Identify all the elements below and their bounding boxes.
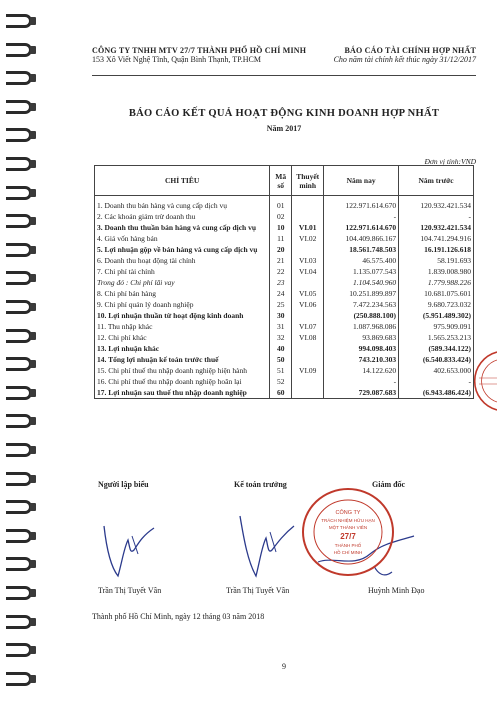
row-this-year: 122.971.614.670 <box>324 222 399 233</box>
row-code: 25 <box>270 299 292 310</box>
table-row <box>95 387 474 399</box>
row-item: 5. Lợi nhuận gộp về bán hàng và cung cấp dịch vụ <box>95 244 270 255</box>
row-code: 23 <box>270 277 292 288</box>
row-note: VI.05 <box>292 288 324 299</box>
row-note: VI.02 <box>292 233 324 244</box>
row-code: 31 <box>270 321 292 332</box>
row-this-year: 14.122.620 <box>324 365 399 376</box>
row-code: 51 <box>270 365 292 376</box>
report-type: BÁO CÁO TÀI CHÍNH HỢP NHẤT <box>344 46 476 55</box>
table-header-row <box>95 166 474 196</box>
row-item: 17. Lợi nhuận sau thuế thu nhập doanh nghiệp <box>95 387 270 399</box>
row-this-year: (250.888.100) <box>324 310 399 321</box>
row-code: 52 <box>270 376 292 387</box>
row-note <box>292 277 324 288</box>
binding-ring <box>6 186 32 200</box>
report-period: Cho năm tài chính kết thúc ngày 31/12/2017 <box>333 55 476 64</box>
row-code: 30 <box>270 310 292 321</box>
binding-ring <box>6 586 32 600</box>
row-code: 01 <box>270 196 292 212</box>
accountant-name: Trần Thị Tuyết Vân <box>226 586 290 595</box>
row-this-year: 18.561.748.503 <box>324 244 399 255</box>
row-prev-year: 1.565.253.213 <box>399 332 474 343</box>
row-note <box>292 343 324 354</box>
director-name: Huỳnh Minh Đạo <box>368 586 425 595</box>
table-row <box>95 310 474 321</box>
preparer-name: Trần Thị Tuyết Vân <box>98 586 162 595</box>
table-row <box>95 233 474 244</box>
row-prev-year: 402.653.000 <box>399 365 474 376</box>
company-seal <box>300 486 396 578</box>
row-this-year: 729.087.683 <box>324 387 399 399</box>
stamp-line: 27/7 <box>340 532 356 541</box>
row-this-year: 1.135.077.543 <box>324 266 399 277</box>
binding-ring <box>6 529 32 543</box>
row-code: 11 <box>270 233 292 244</box>
row-note: VI.06 <box>292 299 324 310</box>
header-code: Mã số <box>270 166 292 196</box>
table-row <box>95 196 474 212</box>
row-this-year: 122.971.614.670 <box>324 196 399 212</box>
row-item: 8. Chi phí bán hàng <box>95 288 270 299</box>
stamp-line: MỘT THÀNH VIÊN <box>328 525 368 530</box>
binding-ring <box>6 672 32 686</box>
row-item: 10. Lợi nhuận thuần từ hoạt động kinh doanh <box>95 310 270 321</box>
binding-ring <box>6 14 32 28</box>
stamp-line: HỒ CHÍ MINH <box>333 550 363 555</box>
table-row <box>95 376 474 387</box>
row-note <box>292 387 324 399</box>
row-prev-year: 120.932.421.534 <box>399 196 474 212</box>
binding-ring <box>6 472 32 486</box>
table-row <box>95 255 474 266</box>
table-row <box>95 332 474 343</box>
company-address: 153 Xô Viết Nghệ Tĩnh, Quận Bình Thạnh, TP.HCM <box>92 55 261 64</box>
row-prev-year: (589.344.122) <box>399 343 474 354</box>
binding-ring <box>6 329 32 343</box>
income-statement-table <box>94 165 474 399</box>
binding-ring <box>6 414 32 428</box>
header-item: CHỈ TIÊU <box>95 166 270 196</box>
page-number: 9 <box>282 662 286 671</box>
table-row <box>95 222 474 233</box>
row-prev-year: 9.680.723.032 <box>399 299 474 310</box>
binding-ring <box>6 100 32 114</box>
binding-ring <box>6 643 32 657</box>
binding-ring <box>6 357 32 371</box>
row-item: 12. Chi phí khác <box>95 332 270 343</box>
row-prev-year: - <box>399 211 474 222</box>
row-item: 4. Giá vốn hàng bán <box>95 233 270 244</box>
row-note <box>292 354 324 365</box>
row-this-year: 104.409.866.167 <box>324 233 399 244</box>
binding-ring <box>6 43 32 57</box>
row-prev-year: 104.741.294.916 <box>399 233 474 244</box>
row-prev-year: (6.943.486.424) <box>399 387 474 399</box>
director-title: Giám đốc <box>372 480 406 489</box>
binding-ring <box>6 300 32 314</box>
row-code: 60 <box>270 387 292 399</box>
header-prev-year: Năm trước <box>399 166 474 196</box>
binding-ring <box>6 214 32 228</box>
row-this-year: 1.087.968.086 <box>324 321 399 332</box>
row-this-year: 10.251.899.897 <box>324 288 399 299</box>
table-row <box>95 211 474 222</box>
binding-ring <box>6 443 32 457</box>
row-item: 2. Các khoản giảm trừ doanh thu <box>95 211 270 222</box>
row-item: 1. Doanh thu bán hàng và cung cấp dịch vụ <box>95 196 270 212</box>
row-this-year: 46.575.400 <box>324 255 399 266</box>
table-row <box>95 277 474 288</box>
row-code: 50 <box>270 354 292 365</box>
row-this-year: - <box>324 376 399 387</box>
row-note: VI.07 <box>292 321 324 332</box>
row-note <box>292 376 324 387</box>
table-row <box>95 266 474 277</box>
row-this-year: 93.869.683 <box>324 332 399 343</box>
row-item: 15. Chi phí thuế thu nhập doanh nghiệp hiện hành <box>95 365 270 376</box>
table-row <box>95 299 474 310</box>
spiral-binding <box>0 0 40 702</box>
stamp-line: TRÁCH NHIỆM HỮU HẠN <box>321 518 375 523</box>
header-note: Thuyết minh <box>292 166 324 196</box>
row-this-year: 743.210.303 <box>324 354 399 365</box>
preparer-title: Người lập biểu <box>98 480 149 489</box>
binding-ring <box>6 500 32 514</box>
row-code: 02 <box>270 211 292 222</box>
row-prev-year: 10.681.075.601 <box>399 288 474 299</box>
report-title: BÁO CÁO KẾT QUẢ HOẠT ĐỘNG KINH DOANH HỢP NHẤT <box>128 108 440 119</box>
stamp-line: THÀNH PHỐ <box>334 543 362 548</box>
binding-ring <box>6 71 32 85</box>
binding-ring <box>6 271 32 285</box>
row-prev-year: (6.540.833.424) <box>399 354 474 365</box>
row-this-year: - <box>324 211 399 222</box>
row-code: 32 <box>270 332 292 343</box>
row-item: 3. Doanh thu thuần bán hàng và cung cấp dịch vụ <box>95 222 270 233</box>
company-block <box>92 46 306 64</box>
row-note: VI.08 <box>292 332 324 343</box>
row-note <box>292 211 324 222</box>
report-page <box>92 46 476 671</box>
row-note <box>292 196 324 212</box>
row-prev-year: 1.779.988.226 <box>399 277 474 288</box>
row-prev-year: 16.191.126.618 <box>399 244 474 255</box>
binding-ring <box>6 128 32 142</box>
page-header <box>92 46 476 76</box>
row-item: 13. Lợi nhuận khác <box>95 343 270 354</box>
row-note: VI.04 <box>292 266 324 277</box>
report-year: Năm 2017 <box>266 124 302 133</box>
accountant-signature <box>232 496 298 580</box>
row-item: 6. Doanh thu hoạt động tài chính <box>95 255 270 266</box>
row-code: 10 <box>270 222 292 233</box>
header-divider <box>92 75 476 76</box>
row-item: 7. Chi phí tài chính <box>95 266 270 277</box>
company-name: CÔNG TY TNHH MTV 27/7 THÀNH PHỐ HỒ CHÍ MINH <box>92 46 307 55</box>
row-prev-year: (5.951.489.302) <box>399 310 474 321</box>
table-row <box>95 354 474 365</box>
header-this-year: Năm nay <box>324 166 399 196</box>
row-note <box>292 244 324 255</box>
table-row <box>95 321 474 332</box>
row-code: 40 <box>270 343 292 354</box>
report-block <box>334 46 476 64</box>
row-item: 11. Thu nhập khác <box>95 321 270 332</box>
row-prev-year: 975.909.091 <box>399 321 474 332</box>
row-item: 9. Chi phí quản lý doanh nghiệp <box>95 299 270 310</box>
row-prev-year: 120.932.421.534 <box>399 222 474 233</box>
row-note: VI.01 <box>292 222 324 233</box>
row-item: 16. Chi phí thuế thu nhập doanh nghiệp hoãn lại <box>95 376 270 387</box>
currency-unit: Đơn vị tính:VND <box>424 157 476 166</box>
table-row <box>95 343 474 354</box>
row-code: 22 <box>270 266 292 277</box>
stamp-line: CÔNG TY <box>335 510 361 516</box>
row-code: 20 <box>270 244 292 255</box>
row-prev-year: 58.191.693 <box>399 255 474 266</box>
row-this-year: 994.098.403 <box>324 343 399 354</box>
binding-ring <box>6 243 32 257</box>
preparer-signature <box>98 496 158 580</box>
table-row <box>95 244 474 255</box>
place-and-date: Thành phố Hồ Chí Minh, ngày 12 tháng 03 năm 2018 <box>92 612 265 621</box>
row-prev-year: - <box>399 376 474 387</box>
table-row <box>95 365 474 376</box>
row-code: 24 <box>270 288 292 299</box>
row-note: VI.03 <box>292 255 324 266</box>
row-prev-year: 1.839.008.980 <box>399 266 474 277</box>
binding-ring <box>6 386 32 400</box>
row-this-year: 7.472.234.563 <box>324 299 399 310</box>
binding-ring <box>6 157 32 171</box>
row-this-year: 1.104.540.960 <box>324 277 399 288</box>
row-code: 21 <box>270 255 292 266</box>
table-row <box>95 288 474 299</box>
row-item: 14. Tổng lợi nhuận kế toán trước thuế <box>95 354 270 365</box>
table-body <box>95 196 474 399</box>
row-note <box>292 310 324 321</box>
accountant-title: Kế toán trưởng <box>234 480 287 489</box>
row-item: Trong đó : Chi phí lãi vay <box>95 277 270 288</box>
binding-ring <box>6 557 32 571</box>
binding-ring <box>6 615 32 629</box>
row-note: VI.09 <box>292 365 324 376</box>
